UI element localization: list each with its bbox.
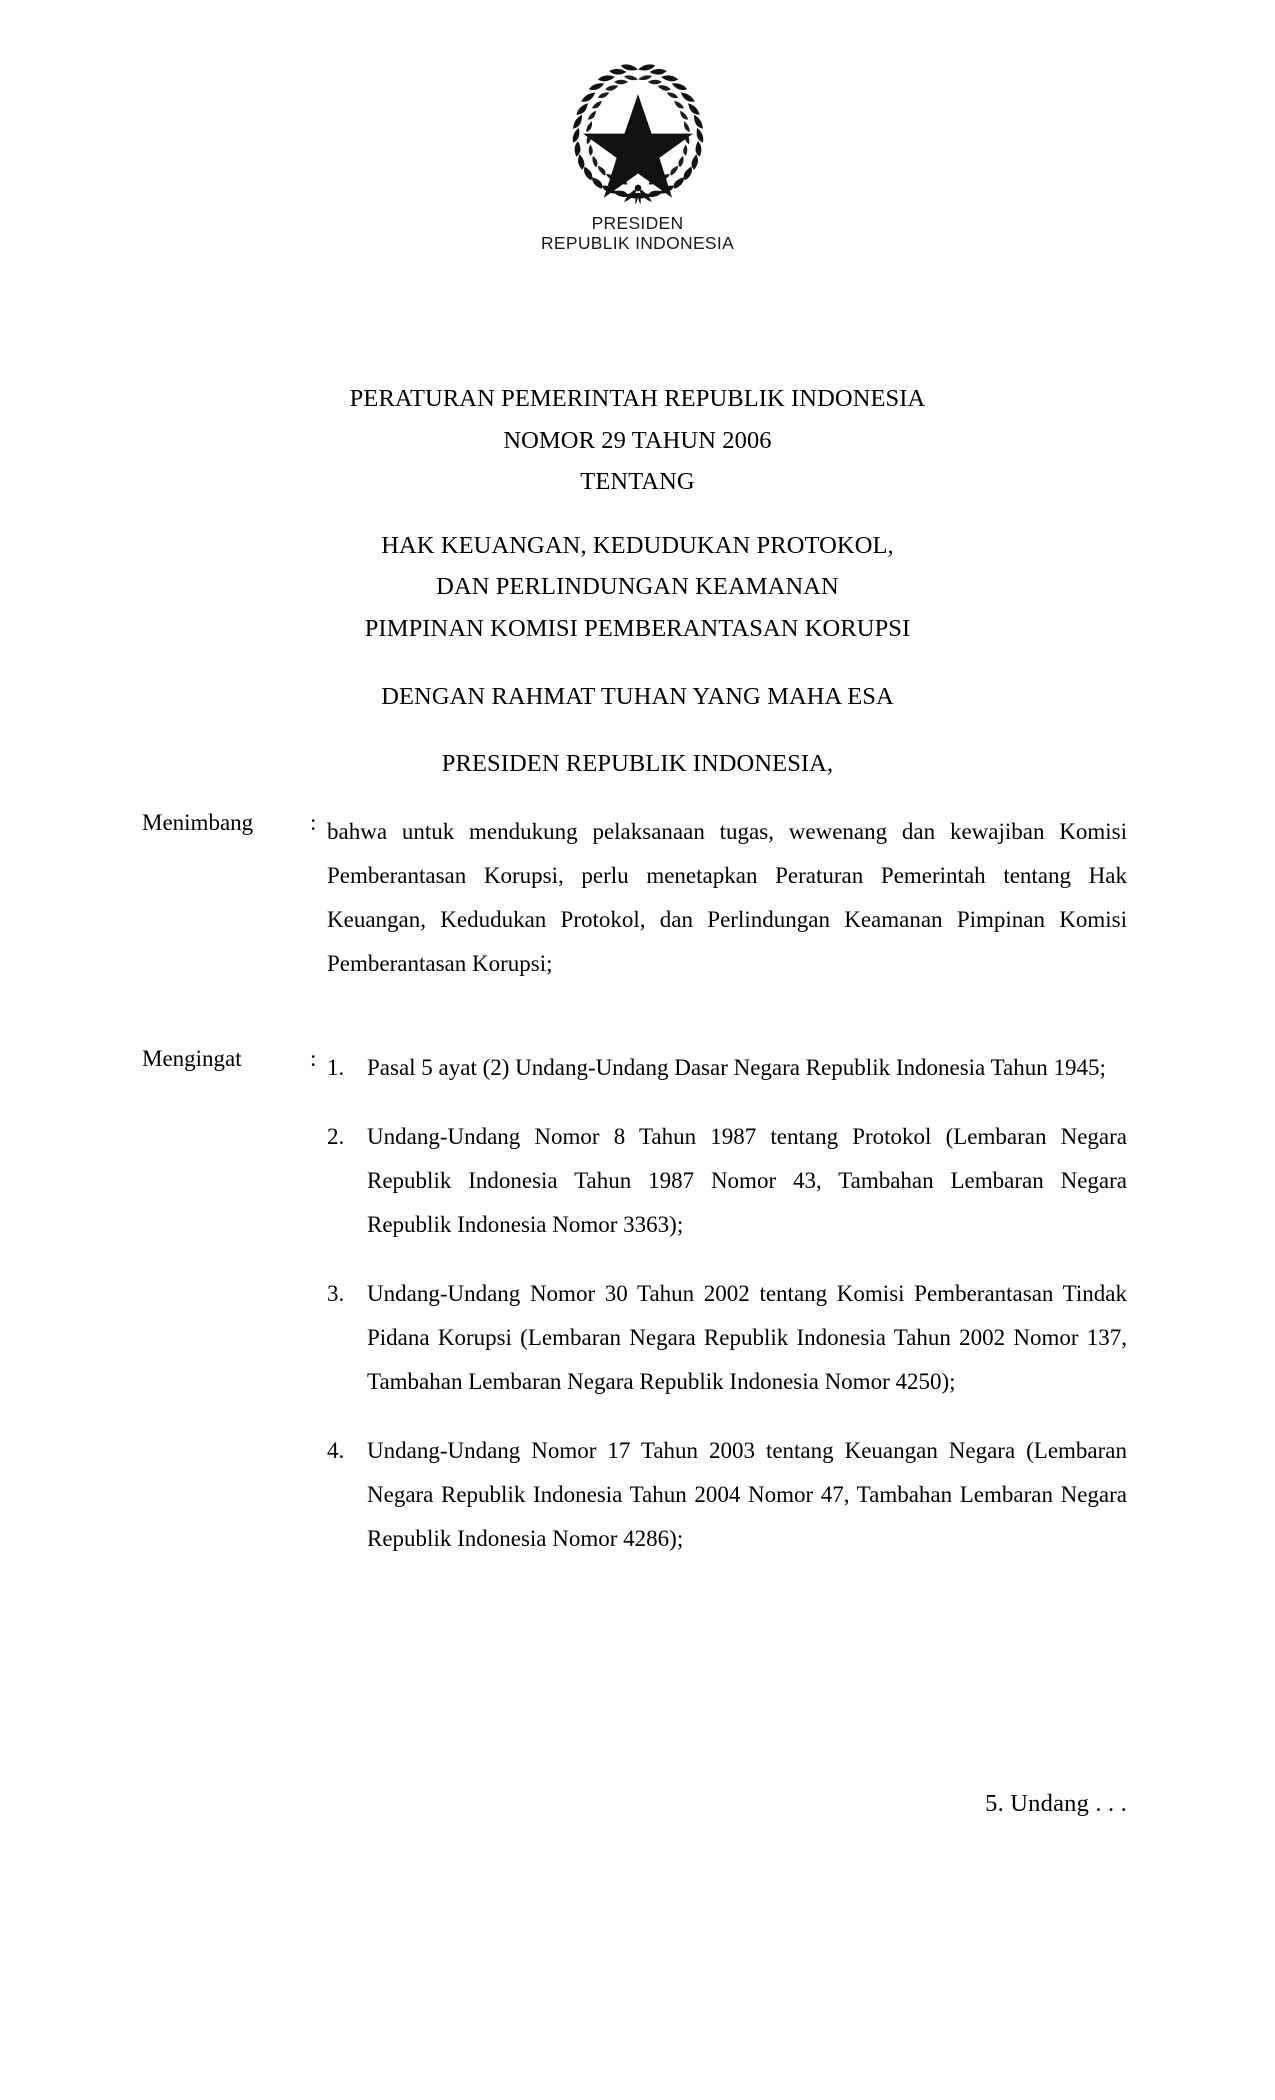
menimbang-colon: : [310, 810, 317, 835]
list-item-text: Undang-Undang Nomor 8 Tahun 1987 tentang Protokol (Lembaran Negara Republik Indonesia Tahun 1987 Nomor 43, Tambahan Lembaran Negara Republik Indonesia Nomor 3363); [367, 1124, 1127, 1237]
list-item-number: 1. [327, 1055, 345, 1080]
mengingat-clause [142, 1046, 1127, 1561]
list-item-number: 3. [327, 1281, 345, 1306]
issuer-line: PRESIDEN REPUBLIK INDONESIA, [441, 749, 834, 777]
mengingat-list [327, 1046, 1127, 1561]
subject-line-1: HAK KEUANGAN, KEDUDUKAN PROTOKOL, [381, 531, 894, 559]
letterhead-line-presiden: PRESIDEN [591, 213, 684, 233]
star-laurel-wreath-icon [554, 58, 722, 206]
list-item [327, 1115, 1127, 1247]
list-item-number: 2. [327, 1124, 345, 1149]
subject-line-3: PIMPINAN KOMISI PEMBERANTASAN KORUPSI [364, 614, 911, 642]
mengingat-body [327, 1046, 1127, 1561]
subject-line-2: DAN PERLINDUNGAN KEAMANAN [436, 573, 839, 600]
menimbang-label: Menimbang [142, 810, 254, 835]
list-item [327, 1046, 1127, 1090]
list-item-number: 4. [327, 1438, 345, 1463]
invocation-line: DENGAN RAHMAT TUHAN YANG MAHA ESA [381, 683, 894, 710]
document-body [142, 810, 1127, 1561]
menimbang-body [327, 810, 1127, 986]
list-item [327, 1272, 1127, 1404]
letterhead-caption [0, 213, 1275, 253]
list-item-text: Undang-Undang Nomor 30 Tahun 2002 tentang Komisi Pemberantasan Tindak Pidana Korupsi (Lembaran Negara Republik Indonesia Tahun 2002 Nomor 137, Tambahan Lembaran Negara Republik Indonesia Nomor 4250); [367, 1281, 1127, 1394]
tentang-line: TENTANG [580, 468, 695, 495]
document-title-block [0, 378, 1275, 784]
letterhead-line-republik-indonesia: REPUBLIK INDONESIA [540, 233, 735, 253]
clause-spacer [142, 986, 1127, 1046]
regulation-number-line: NOMOR 29 TAHUN 2006 [503, 426, 772, 454]
menimbang-text: bahwa untuk mendukung pelaksanaan tugas, wewenang dan kewajiban Komisi Pemberantasan Korupsi, perlu menetapkan Peraturan Pemerintah tentang Hak Keuangan, Kedudukan Protokol, dan Perlindungan Keamanan Pimpinan Komisi Pemberantasan Korupsi; [327, 819, 1127, 976]
list-item-text: Pasal 5 ayat (2) Undang-Undang Dasar Negara Republik Indonesia Tahun 1945; [367, 1055, 1106, 1080]
list-item [327, 1429, 1127, 1561]
page-catchword: 5. Undang . . . [985, 1790, 1127, 1817]
menimbang-clause [142, 810, 1127, 986]
list-item-text: Undang-Undang Nomor 17 Tahun 2003 tentang Keuangan Negara (Lembaran Negara Republik Indonesia Tahun 2004 Nomor 47, Tambahan Lembaran Negara Republik Indonesia Nomor 4286); [367, 1438, 1127, 1551]
regulation-type-line: PERATURAN PEMERINTAH REPUBLIK INDONESIA [349, 385, 926, 412]
mengingat-label: Mengingat [142, 1046, 242, 1071]
letterhead [0, 58, 1275, 253]
mengingat-colon: : [310, 1046, 317, 1071]
